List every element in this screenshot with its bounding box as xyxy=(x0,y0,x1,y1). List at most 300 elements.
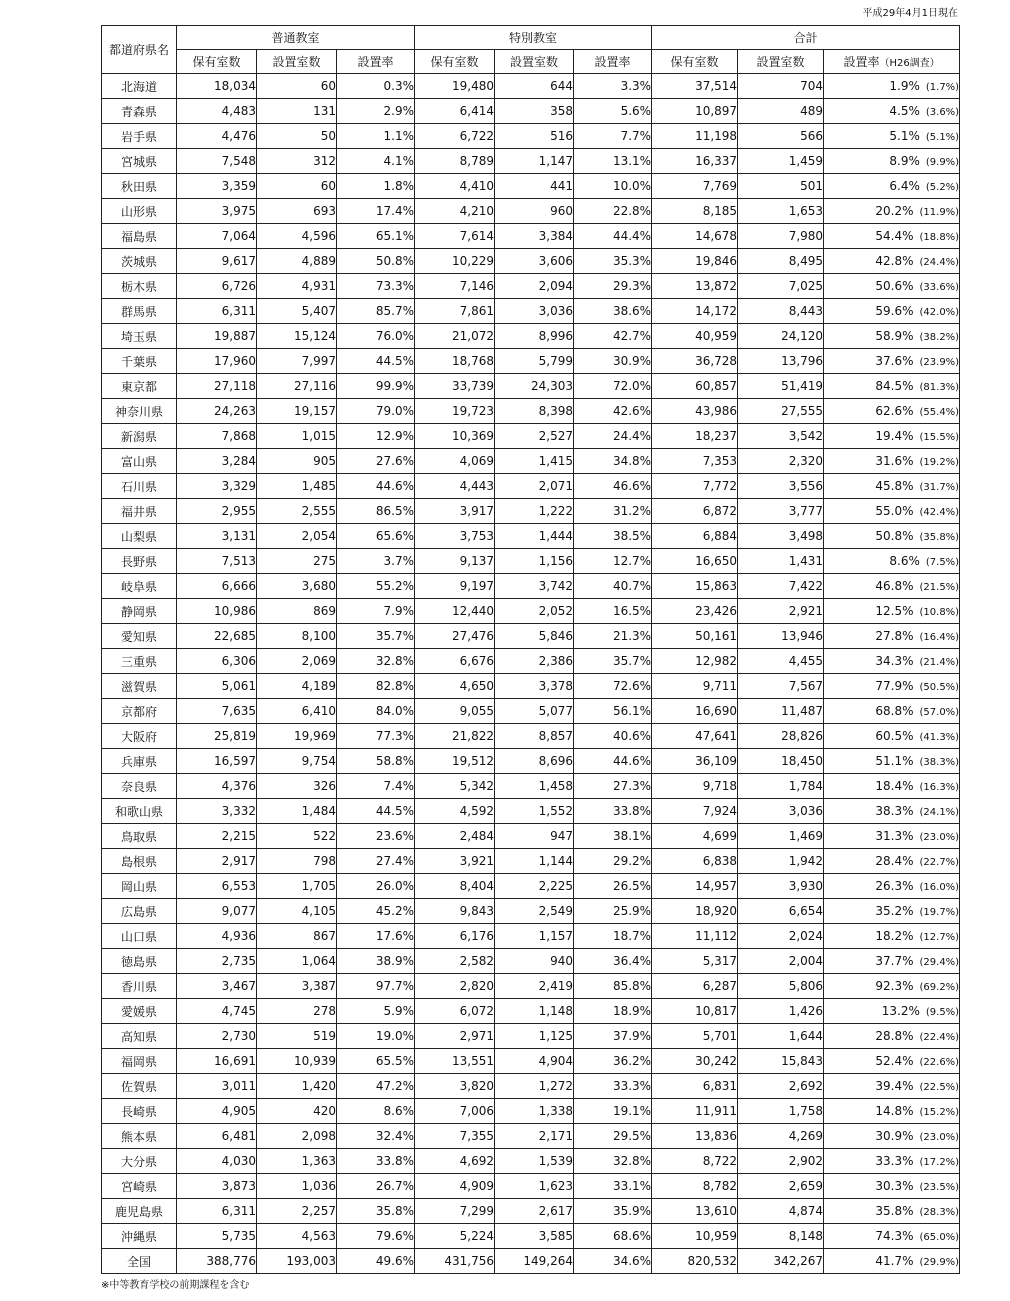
normal-own-cell: 7,635 xyxy=(177,699,257,724)
normal-rate-cell: 65.1% xyxy=(337,224,415,249)
special-rate-cell: 21.3% xyxy=(574,624,652,649)
special-set-cell: 8,996 xyxy=(495,324,574,349)
total-rate-cell xyxy=(824,749,960,774)
special-set-cell: 5,077 xyxy=(495,699,574,724)
total-rate-cell xyxy=(824,799,960,824)
pref-name-cell: 青森県 xyxy=(102,99,177,124)
total-rate-h26-value: (3.6%) xyxy=(925,107,960,118)
special-set-cell: 3,606 xyxy=(495,249,574,274)
special-rate-cell: 35.3% xyxy=(574,249,652,274)
total-rate-cell xyxy=(824,549,960,574)
special-rate-cell: 40.6% xyxy=(574,724,652,749)
special-own-cell: 2,820 xyxy=(415,974,495,999)
total-set-cell: 3,930 xyxy=(738,874,824,899)
table-row xyxy=(102,749,960,774)
total-set-cell: 2,692 xyxy=(738,1074,824,1099)
normal-rate-cell: 82.8% xyxy=(337,674,415,699)
normal-set-cell: 193,003 xyxy=(257,1249,337,1274)
total-rate-value: 84.5% xyxy=(875,379,914,393)
special-set-cell: 24,303 xyxy=(495,374,574,399)
total-rate-h26-value: (29.9%) xyxy=(919,1257,960,1268)
table-row xyxy=(102,124,960,149)
normal-set-cell: 869 xyxy=(257,599,337,624)
total-rate-cell xyxy=(824,824,960,849)
special-own-cell: 7,299 xyxy=(415,1199,495,1224)
normal-rate-cell: 65.5% xyxy=(337,1049,415,1074)
normal-rate-cell: 97.7% xyxy=(337,974,415,999)
total-set-cell: 3,542 xyxy=(738,424,824,449)
normal-rate-cell: 27.6% xyxy=(337,449,415,474)
total-rate-cell xyxy=(824,599,960,624)
special-rate-cell: 72.6% xyxy=(574,674,652,699)
pref-name-cell: 長崎県 xyxy=(102,1099,177,1124)
total-rate-value: 5.1% xyxy=(889,129,920,143)
total-rate-value: 6.4% xyxy=(889,179,920,193)
table-row xyxy=(102,1249,960,1274)
special-rate-cell: 31.2% xyxy=(574,499,652,524)
normal-set-cell: 1,485 xyxy=(257,474,337,499)
special-set-cell: 2,071 xyxy=(495,474,574,499)
total-own-cell: 50,161 xyxy=(652,624,738,649)
total-own-cell: 18,237 xyxy=(652,424,738,449)
table-row xyxy=(102,299,960,324)
total-rate-cell xyxy=(824,299,960,324)
special-set-cell: 1,147 xyxy=(495,149,574,174)
table-header xyxy=(102,26,960,74)
special-set-cell: 2,225 xyxy=(495,874,574,899)
normal-own-cell: 22,685 xyxy=(177,624,257,649)
table-row xyxy=(102,1074,960,1099)
table-row xyxy=(102,1149,960,1174)
normal-set-cell: 1,420 xyxy=(257,1074,337,1099)
total-own-cell: 11,198 xyxy=(652,124,738,149)
special-own-cell: 10,369 xyxy=(415,424,495,449)
table-row xyxy=(102,474,960,499)
table-row xyxy=(102,674,960,699)
normal-set-cell: 519 xyxy=(257,1024,337,1049)
normal-own-cell: 4,483 xyxy=(177,99,257,124)
normal-own-cell: 7,513 xyxy=(177,549,257,574)
special-rate-cell: 35.9% xyxy=(574,1199,652,1224)
total-rate-h26-value: (15.5%) xyxy=(919,432,960,443)
total-own-cell: 11,911 xyxy=(652,1099,738,1124)
total-rate-value: 19.4% xyxy=(875,429,914,443)
special-own-cell: 5,224 xyxy=(415,1224,495,1249)
normal-rate-cell: 50.8% xyxy=(337,249,415,274)
pref-name-cell: 岩手県 xyxy=(102,124,177,149)
special-set-cell: 1,157 xyxy=(495,924,574,949)
special-own-cell: 19,512 xyxy=(415,749,495,774)
total-rate-value: 59.6% xyxy=(875,304,914,318)
total-rate-cell xyxy=(824,374,960,399)
normal-rate-cell: 44.5% xyxy=(337,799,415,824)
normal-set-cell: 4,189 xyxy=(257,674,337,699)
total-rate-h26-value: (38.2%) xyxy=(919,332,960,343)
special-set-cell: 516 xyxy=(495,124,574,149)
total-rate-h26-value: (9.5%) xyxy=(925,1007,960,1018)
special-own-cell: 19,723 xyxy=(415,399,495,424)
pref-name-cell: 石川県 xyxy=(102,474,177,499)
total-rate-value: 39.4% xyxy=(875,1079,914,1093)
total-rate-cell xyxy=(824,1224,960,1249)
normal-rate-cell: 5.9% xyxy=(337,999,415,1024)
normal-rate-cell: 76.0% xyxy=(337,324,415,349)
header-total-rate xyxy=(824,50,960,74)
special-set-cell: 3,742 xyxy=(495,574,574,599)
pref-name-cell: 沖縄県 xyxy=(102,1224,177,1249)
normal-own-cell: 9,617 xyxy=(177,249,257,274)
total-rate-h26-value: (42.4%) xyxy=(919,507,960,518)
normal-rate-cell: 45.2% xyxy=(337,899,415,924)
pref-name-cell: 鳥取県 xyxy=(102,824,177,849)
total-own-cell: 6,831 xyxy=(652,1074,738,1099)
pref-name-cell: 兵庫県 xyxy=(102,749,177,774)
normal-set-cell: 312 xyxy=(257,149,337,174)
special-own-cell: 7,614 xyxy=(415,224,495,249)
total-own-cell: 8,185 xyxy=(652,199,738,224)
special-own-cell: 19,480 xyxy=(415,74,495,99)
total-rate-h26-value: (16.3%) xyxy=(919,782,960,793)
as-of-date: 平成29年4月1日現在 xyxy=(862,8,958,19)
normal-rate-cell: 58.8% xyxy=(337,749,415,774)
total-rate-value: 26.3% xyxy=(875,879,914,893)
pref-name-cell: 大阪府 xyxy=(102,724,177,749)
normal-rate-cell: 49.6% xyxy=(337,1249,415,1274)
normal-rate-cell: 73.3% xyxy=(337,274,415,299)
total-rate-cell xyxy=(824,1074,960,1099)
total-own-cell: 9,711 xyxy=(652,674,738,699)
table-row xyxy=(102,549,960,574)
normal-own-cell: 10,986 xyxy=(177,599,257,624)
total-set-cell: 13,796 xyxy=(738,349,824,374)
normal-rate-cell: 35.8% xyxy=(337,1199,415,1224)
total-rate-value: 42.8% xyxy=(875,254,914,268)
total-own-cell: 10,959 xyxy=(652,1224,738,1249)
total-set-cell: 2,024 xyxy=(738,924,824,949)
total-rate-value: 45.8% xyxy=(875,479,914,493)
table-row xyxy=(102,824,960,849)
pref-name-cell: 徳島県 xyxy=(102,949,177,974)
total-own-cell: 6,287 xyxy=(652,974,738,999)
special-own-cell: 12,440 xyxy=(415,599,495,624)
normal-own-cell: 4,030 xyxy=(177,1149,257,1174)
normal-rate-cell: 47.2% xyxy=(337,1074,415,1099)
normal-own-cell: 2,730 xyxy=(177,1024,257,1049)
total-rate-value: 58.9% xyxy=(875,329,914,343)
total-rate-value: 27.8% xyxy=(875,629,914,643)
normal-own-cell: 6,726 xyxy=(177,274,257,299)
normal-rate-cell: 26.7% xyxy=(337,1174,415,1199)
normal-own-cell: 5,735 xyxy=(177,1224,257,1249)
table-row xyxy=(102,349,960,374)
total-own-cell: 9,718 xyxy=(652,774,738,799)
special-own-cell: 6,176 xyxy=(415,924,495,949)
total-rate-cell xyxy=(824,424,960,449)
normal-own-cell: 3,131 xyxy=(177,524,257,549)
table-row xyxy=(102,1124,960,1149)
total-set-cell: 342,267 xyxy=(738,1249,824,1274)
normal-rate-cell: 23.6% xyxy=(337,824,415,849)
special-rate-cell: 30.9% xyxy=(574,349,652,374)
special-own-cell: 4,909 xyxy=(415,1174,495,1199)
total-rate-cell xyxy=(824,699,960,724)
table-row xyxy=(102,599,960,624)
total-rate-value: 13.2% xyxy=(881,1004,920,1018)
total-own-cell: 5,701 xyxy=(652,1024,738,1049)
table-row xyxy=(102,724,960,749)
total-rate-h26-value: (42.0%) xyxy=(919,307,960,318)
total-rate-h26-value: (69.2%) xyxy=(919,982,960,993)
total-set-cell: 1,784 xyxy=(738,774,824,799)
pref-name-cell: 愛知県 xyxy=(102,624,177,649)
total-rate-h26-value: (23.0%) xyxy=(919,832,960,843)
total-set-cell: 1,653 xyxy=(738,199,824,224)
total-set-cell: 501 xyxy=(738,174,824,199)
special-rate-cell: 35.7% xyxy=(574,649,652,674)
special-set-cell: 358 xyxy=(495,99,574,124)
total-rate-h26-value: (16.4%) xyxy=(919,632,960,643)
special-set-cell: 1,539 xyxy=(495,1149,574,1174)
header-total-rate-note: （H26調査） xyxy=(879,58,940,69)
normal-set-cell: 131 xyxy=(257,99,337,124)
table-row xyxy=(102,974,960,999)
total-rate-value: 35.2% xyxy=(875,904,914,918)
special-rate-cell: 22.8% xyxy=(574,199,652,224)
special-own-cell: 6,414 xyxy=(415,99,495,124)
total-rate-cell xyxy=(824,499,960,524)
special-own-cell: 2,971 xyxy=(415,1024,495,1049)
normal-rate-cell: 77.3% xyxy=(337,724,415,749)
special-set-cell: 1,222 xyxy=(495,499,574,524)
total-rate-h26-value: (22.6%) xyxy=(919,1057,960,1068)
table-row xyxy=(102,399,960,424)
special-set-cell: 5,846 xyxy=(495,624,574,649)
special-rate-cell: 7.7% xyxy=(574,124,652,149)
total-rate-value: 54.4% xyxy=(875,229,914,243)
total-rate-cell xyxy=(824,349,960,374)
total-rate-cell xyxy=(824,1024,960,1049)
total-rate-value: 28.4% xyxy=(875,854,914,868)
normal-set-cell: 9,754 xyxy=(257,749,337,774)
normal-own-cell: 16,691 xyxy=(177,1049,257,1074)
total-own-cell: 6,884 xyxy=(652,524,738,549)
normal-set-cell: 60 xyxy=(257,174,337,199)
table-row xyxy=(102,874,960,899)
total-set-cell: 2,902 xyxy=(738,1149,824,1174)
total-own-cell: 10,817 xyxy=(652,999,738,1024)
total-set-cell: 7,025 xyxy=(738,274,824,299)
special-rate-cell: 33.8% xyxy=(574,799,652,824)
total-rate-cell xyxy=(824,324,960,349)
normal-set-cell: 8,100 xyxy=(257,624,337,649)
total-rate-value: 68.8% xyxy=(875,704,914,718)
special-set-cell: 1,444 xyxy=(495,524,574,549)
normal-rate-cell: 65.6% xyxy=(337,524,415,549)
normal-own-cell: 9,077 xyxy=(177,899,257,924)
total-set-cell: 566 xyxy=(738,124,824,149)
pref-name-cell: 静岡県 xyxy=(102,599,177,624)
special-rate-cell: 19.1% xyxy=(574,1099,652,1124)
total-rate-cell xyxy=(824,524,960,549)
total-rate-h26-value: (24.4%) xyxy=(919,257,960,268)
total-own-cell: 11,112 xyxy=(652,924,738,949)
total-rate-value: 12.5% xyxy=(875,604,914,618)
special-own-cell: 4,692 xyxy=(415,1149,495,1174)
total-rate-cell xyxy=(824,949,960,974)
table-row xyxy=(102,1199,960,1224)
special-set-cell: 2,419 xyxy=(495,974,574,999)
special-rate-cell: 18.7% xyxy=(574,924,652,949)
total-own-cell: 14,678 xyxy=(652,224,738,249)
special-rate-cell: 34.6% xyxy=(574,1249,652,1274)
total-rate-h26-value: (23.0%) xyxy=(919,1132,960,1143)
pref-name-cell: 三重県 xyxy=(102,649,177,674)
pref-name-cell: 和歌山県 xyxy=(102,799,177,824)
special-own-cell: 6,722 xyxy=(415,124,495,149)
total-rate-h26-value: (31.7%) xyxy=(919,482,960,493)
total-rate-h26-value: (57.0%) xyxy=(919,707,960,718)
total-rate-cell xyxy=(824,1199,960,1224)
total-set-cell: 489 xyxy=(738,99,824,124)
table-row xyxy=(102,949,960,974)
normal-set-cell: 1,363 xyxy=(257,1149,337,1174)
normal-set-cell: 4,931 xyxy=(257,274,337,299)
special-rate-cell: 72.0% xyxy=(574,374,652,399)
special-rate-cell: 34.8% xyxy=(574,449,652,474)
normal-set-cell: 4,105 xyxy=(257,899,337,924)
normal-rate-cell: 0.3% xyxy=(337,74,415,99)
total-own-cell: 8,782 xyxy=(652,1174,738,1199)
total-own-cell: 43,986 xyxy=(652,399,738,424)
normal-rate-cell: 38.9% xyxy=(337,949,415,974)
total-rate-value: 8.9% xyxy=(889,154,920,168)
total-rate-value: 8.6% xyxy=(889,554,920,568)
special-set-cell: 3,384 xyxy=(495,224,574,249)
special-own-cell: 27,476 xyxy=(415,624,495,649)
special-rate-cell: 13.1% xyxy=(574,149,652,174)
total-own-cell: 7,353 xyxy=(652,449,738,474)
special-rate-cell: 32.8% xyxy=(574,1149,652,1174)
special-set-cell: 441 xyxy=(495,174,574,199)
table-row xyxy=(102,799,960,824)
total-rate-value: 55.0% xyxy=(875,504,914,518)
normal-rate-cell: 79.0% xyxy=(337,399,415,424)
total-rate-h26-value: (23.5%) xyxy=(919,1182,960,1193)
normal-own-cell: 2,917 xyxy=(177,849,257,874)
total-rate-value: 51.1% xyxy=(875,754,914,768)
special-own-cell: 7,355 xyxy=(415,1124,495,1149)
special-own-cell: 6,072 xyxy=(415,999,495,1024)
total-set-cell: 5,806 xyxy=(738,974,824,999)
table-row xyxy=(102,849,960,874)
total-own-cell: 13,610 xyxy=(652,1199,738,1224)
total-rate-cell xyxy=(824,674,960,699)
total-set-cell: 1,942 xyxy=(738,849,824,874)
total-rate-value: 31.3% xyxy=(875,829,914,843)
normal-rate-cell: 55.2% xyxy=(337,574,415,599)
normal-own-cell: 4,376 xyxy=(177,774,257,799)
pref-name-cell: 愛媛県 xyxy=(102,999,177,1024)
total-rate-cell xyxy=(824,1049,960,1074)
table-body xyxy=(102,74,960,1274)
total-rate-h26-value: (11.9%) xyxy=(919,207,960,218)
total-rate-cell xyxy=(824,974,960,999)
total-rate-cell xyxy=(824,474,960,499)
pref-name-cell: 神奈川県 xyxy=(102,399,177,424)
normal-own-cell: 4,745 xyxy=(177,999,257,1024)
normal-own-cell: 2,955 xyxy=(177,499,257,524)
total-own-cell: 7,924 xyxy=(652,799,738,824)
total-rate-h26-value: (22.7%) xyxy=(919,857,960,868)
normal-own-cell: 4,936 xyxy=(177,924,257,949)
normal-rate-cell: 2.9% xyxy=(337,99,415,124)
table-row xyxy=(102,1224,960,1249)
table-row xyxy=(102,374,960,399)
total-rate-value: 30.3% xyxy=(875,1179,914,1193)
total-rate-cell xyxy=(824,874,960,899)
total-rate-h26-value: (16.0%) xyxy=(919,882,960,893)
table-row xyxy=(102,199,960,224)
total-rate-cell xyxy=(824,199,960,224)
pref-name-cell: 秋田県 xyxy=(102,174,177,199)
total-rate-value: 37.6% xyxy=(875,354,914,368)
special-rate-cell: 29.5% xyxy=(574,1124,652,1149)
total-own-cell: 40,959 xyxy=(652,324,738,349)
total-rate-cell xyxy=(824,249,960,274)
header-special-own: 保有室数 xyxy=(415,50,495,74)
total-rate-cell xyxy=(824,149,960,174)
total-set-cell: 4,455 xyxy=(738,649,824,674)
normal-rate-cell: 8.6% xyxy=(337,1099,415,1124)
special-set-cell: 5,799 xyxy=(495,349,574,374)
header-special-set: 設置室数 xyxy=(495,50,574,74)
pref-name-cell: 茨城県 xyxy=(102,249,177,274)
special-rate-cell: 37.9% xyxy=(574,1024,652,1049)
pref-name-cell: 高知県 xyxy=(102,1024,177,1049)
total-set-cell: 3,498 xyxy=(738,524,824,549)
table-row xyxy=(102,624,960,649)
special-set-cell: 2,094 xyxy=(495,274,574,299)
total-own-cell: 30,242 xyxy=(652,1049,738,1074)
total-rate-h26-value: (65.0%) xyxy=(919,1232,960,1243)
normal-rate-cell: 35.7% xyxy=(337,624,415,649)
special-rate-cell: 33.1% xyxy=(574,1174,652,1199)
total-rate-cell xyxy=(824,449,960,474)
normal-rate-cell: 32.4% xyxy=(337,1124,415,1149)
pref-name-cell: 京都府 xyxy=(102,699,177,724)
special-set-cell: 8,696 xyxy=(495,749,574,774)
total-rate-h26-value: (22.4%) xyxy=(919,1032,960,1043)
normal-own-cell: 6,481 xyxy=(177,1124,257,1149)
total-own-cell: 14,172 xyxy=(652,299,738,324)
total-rate-h26-value: (38.3%) xyxy=(919,757,960,768)
total-set-cell: 8,495 xyxy=(738,249,824,274)
pref-name-cell: 鹿児島県 xyxy=(102,1199,177,1224)
total-rate-h26-value: (18.8%) xyxy=(919,232,960,243)
total-rate-h26-value: (21.4%) xyxy=(919,657,960,668)
total-rate-cell xyxy=(824,649,960,674)
special-rate-cell: 42.6% xyxy=(574,399,652,424)
total-rate-value: 30.9% xyxy=(875,1129,914,1143)
special-set-cell: 1,338 xyxy=(495,1099,574,1124)
table-row xyxy=(102,524,960,549)
total-own-cell: 36,728 xyxy=(652,349,738,374)
special-set-cell: 947 xyxy=(495,824,574,849)
normal-set-cell: 798 xyxy=(257,849,337,874)
pref-name-cell: 香川県 xyxy=(102,974,177,999)
normal-own-cell: 18,034 xyxy=(177,74,257,99)
normal-own-cell: 6,553 xyxy=(177,874,257,899)
